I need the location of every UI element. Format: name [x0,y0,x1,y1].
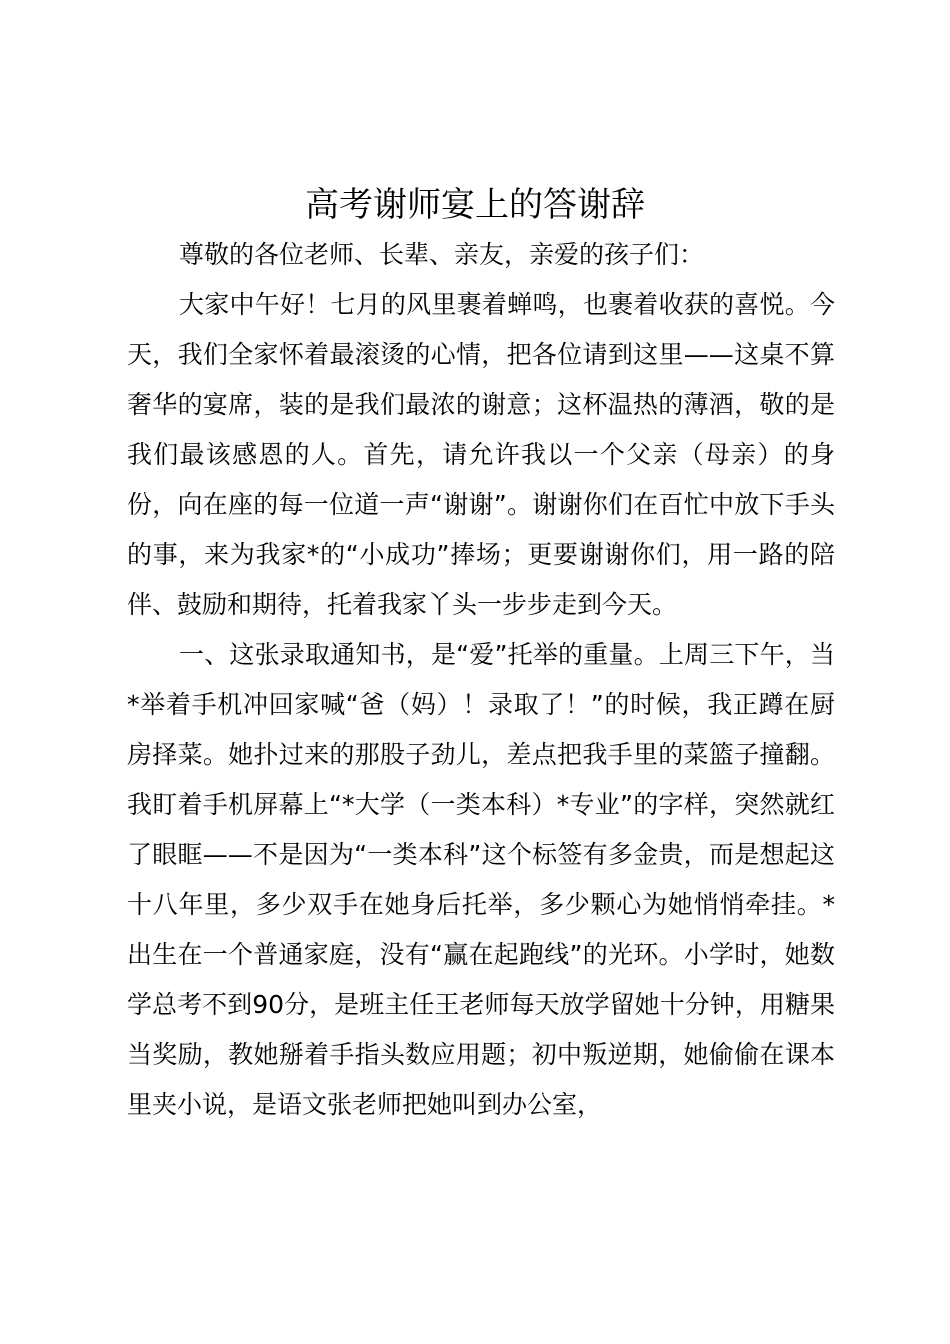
section-one-paragraph: 一、这张录取通知书，是“爱”托举的重量。上周三下午，当*举着手机冲回家喊“爸（妈）！录取了！”的时候，我正蹲在厨房择菜。她扑过来的那股子劲儿，差点把我手里的菜篮子撞翻。我盯着手机屏幕上“*大学（一类本科）*专业”的字样，突然就红了眼眶——不是因为“一类本科”这个标签有多金贵，而是想起这十八年里，多少双手在她身后托举，多少颗心为她悄悄牵挂。*出生在一个普通家庭，没有“赢在起跑线”的光环。小学时，她数学总考不到90分，是班主任王老师每天放学留她十分钟，用糖果当奖励，教她掰着手指头数应用题；初中叛逆期，她偷偷在课本里夹小说，是语文张老师把她叫到办公室， [127,640,835,1119]
document-body [127,230,835,1130]
salutation-paragraph: 尊敬的各位老师、长辈、亲友，亲爱的孩子们： [179,240,705,269]
opening-paragraph: 大家中午好！七月的风里裹着蝉鸣，也裹着收获的喜悦。今天，我们全家怀着最滚烫的心情，把各位请到这里——这桌不算奢华的宴席，装的是我们最浓的谢意；这杯温热的薄酒，敬的是我们最该感恩的人。首先，请允许我以一个父亲（母亲）的身份，向在座的每一位道一声“谢谢”。谢谢你们在百忙中放下手头的事，来为我家*的“小成功”捧场；更要谢谢你们，用一路的陪伴、鼓励和期待，托着我家丫头一步步走到今天。 [127,290,835,619]
document-title: 高考谢师宴上的答谢辞 [305,185,645,225]
